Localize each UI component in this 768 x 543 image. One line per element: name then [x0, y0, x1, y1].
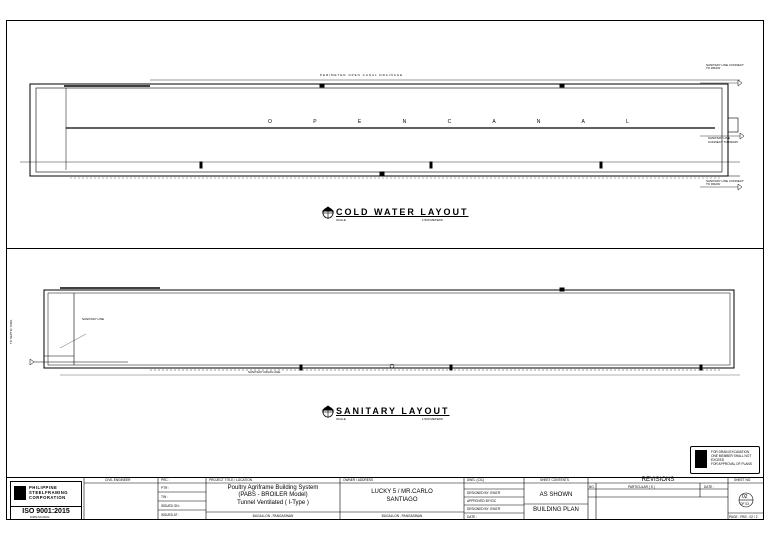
- cold-water-scale-label: SCALE: [336, 218, 346, 222]
- issued-at-label: ISSUED AT :: [161, 513, 180, 517]
- project-label: PROJECT TITLE / LOCATION: [209, 478, 253, 482]
- open-canal-label: O P E N C A N A L: [268, 119, 649, 125]
- sanitary-layout-title: SANITARY LAYOUT: [336, 406, 450, 416]
- sheet-of: OF 03: [740, 502, 749, 506]
- sanitary-scale-note: 1:500 METERS: [422, 417, 443, 421]
- revision-particular-label: PARTICULAR ( S ): [628, 485, 655, 489]
- page-label: PAGE : PBS - 02 / 2: [729, 515, 758, 519]
- owner-name: LUCKY 5 / MR.CARLO: [371, 489, 433, 495]
- owner-location: BUGALLON , PANGASINAN: [381, 514, 423, 518]
- revisions-label: REVISIONS: [641, 477, 675, 483]
- sheet-contents-label: SHEET CONTENTS: [540, 478, 569, 482]
- note-line-3: FOR APPROVAL OF PLANS: [711, 462, 752, 466]
- project-type: Tunnel Ventilated ( I-Type ): [237, 500, 309, 506]
- note-marker: [695, 450, 707, 468]
- project-model: (PABS - BROILER Model): [238, 492, 308, 498]
- drain-note-4: SANITARY LINE CONNECT TO DRAIN: [706, 179, 744, 187]
- sanitary-drain-note: SANITARY DRAIN LINE: [248, 370, 281, 374]
- sheet-contents-value: BUILDING PLAN: [533, 507, 579, 513]
- company-line-1: PHILIPPINE: [29, 485, 58, 490]
- owner-name-2: SANTIAGO: [386, 497, 418, 503]
- company-logo-mark: [14, 486, 26, 500]
- owner-label: OWNER / ADDRESS: [343, 478, 374, 482]
- company-line-2: STEELFRAMING: [29, 490, 69, 495]
- project-location: BUGALLON , PANGASINAN: [252, 514, 294, 518]
- iso-form-number: FORM NO.00012: [30, 516, 50, 519]
- civil-engineer-label: CIVIL ENGINEER: [105, 478, 131, 482]
- perimeter-canal-label: PERIMETER OPEN CANAL DRAINAGE: [320, 73, 404, 77]
- cold-water-scale-note: 1:500 METERS: [422, 218, 443, 222]
- dwg-label: DWG. (CIC): [467, 478, 485, 482]
- revision-no-label: NO.: [589, 485, 595, 489]
- drain-note-2: SANITARY LINE: [708, 136, 731, 140]
- approved-by-label: APPROVED BY/CIC: [467, 499, 497, 503]
- company-name: [29, 485, 68, 500]
- sanitary-scale-label: SCALE: [336, 417, 346, 421]
- cold-water-layout-title: COLD WATER LAYOUT: [336, 207, 469, 217]
- iso-badge: ISO 9001:2015: [10, 506, 82, 520]
- drain-note-3: CONNECT TO DRAIN: [708, 140, 738, 144]
- issued-on-label: ISSUED ON :: [161, 504, 181, 508]
- note-text: [711, 450, 759, 466]
- cold-water-title-symbol: [322, 207, 334, 219]
- prc-label: PRC :: [161, 478, 170, 482]
- company-line-3: CORPORATION: [29, 495, 66, 500]
- note-line-1: FOR DRAIN EXCAVATION: [711, 450, 750, 454]
- ptr-label: PTR :: [161, 486, 170, 490]
- sanitary-building: [30, 288, 740, 375]
- company-logo: [10, 481, 82, 507]
- sheet-number: 02: [742, 494, 748, 500]
- sheet-no-label: SHEET NO.: [734, 478, 752, 482]
- revision-date-label: DATE :: [704, 485, 715, 489]
- note-box: [690, 446, 760, 474]
- scale-value: AS SHOWN: [539, 492, 573, 498]
- designed-by-label: DESIGNED BY :ENG'R: [467, 491, 501, 495]
- sanitary-title-symbol: [322, 406, 334, 418]
- drain-note-1: SANITARY LINE CONNECT TO DRAIN: [706, 63, 744, 71]
- sanitary-pipe-note: SANITARY LINE: [82, 317, 105, 321]
- project-title: Poultry Agriframe Building System: [227, 485, 319, 491]
- cold-water-building: [20, 80, 744, 190]
- date-label: DATE :: [467, 515, 478, 519]
- note-line-2: ONE MEMBER SHALL NOT EXCEED: [711, 454, 752, 462]
- designed-by-2-label: DESIGNED BY :ENG'R: [467, 507, 501, 511]
- septic-tank-note: TO SEPTIC TANK: [9, 319, 13, 344]
- tin-label: TIN :: [161, 495, 168, 499]
